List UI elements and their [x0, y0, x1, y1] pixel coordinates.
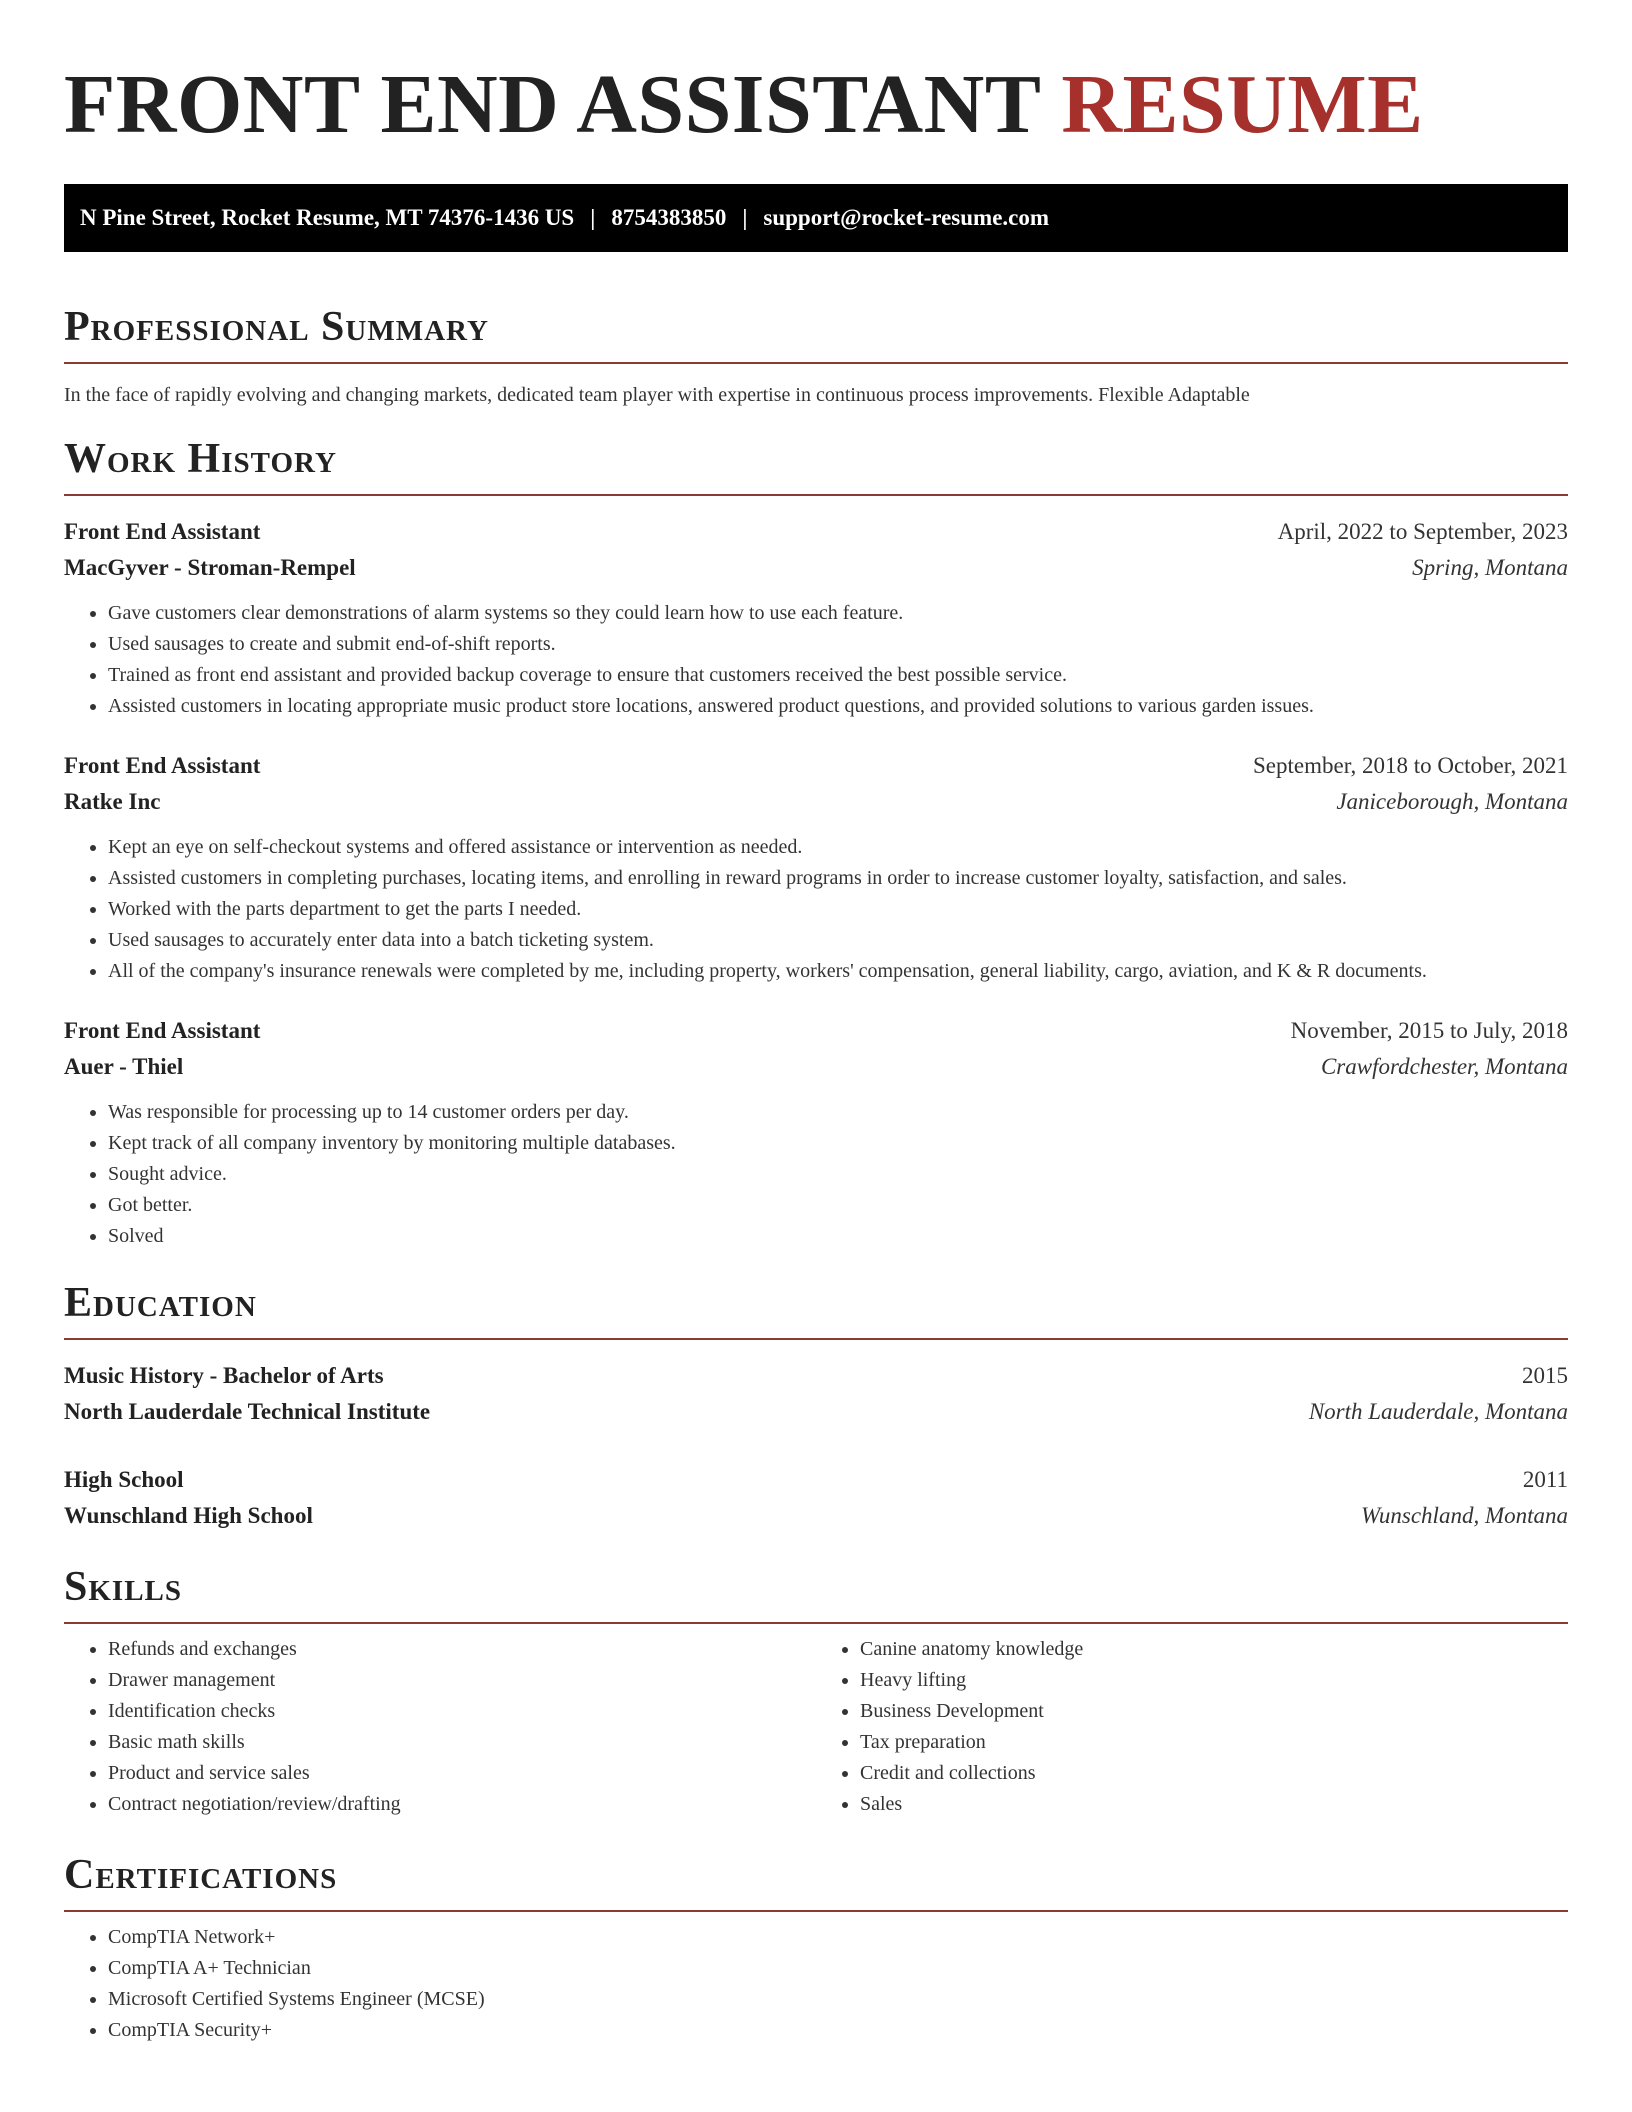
education-entry [64, 1462, 1568, 1534]
skill-item: • Heavy lifting [860, 1665, 1568, 1696]
job-bullet: • Used sausages to accurately enter data into a batch ticketing system. [108, 925, 1568, 956]
education-school: North Lauderdale Technical Institute [64, 1399, 431, 1424]
skill-item: • Sales [860, 1789, 1568, 1820]
education-degree: Music History - Bachelor of Arts [64, 1363, 384, 1388]
contact-address: N Pine Street, Rocket Resume, MT 74376-1436 US [80, 205, 575, 230]
job-bullet: • Worked with the parts department to get the parts I needed. [108, 894, 1568, 925]
certifications-list [64, 1922, 1568, 2046]
certification-item: • CompTIA Security+ [108, 2015, 1568, 2046]
job-entry [64, 748, 1568, 987]
job-title: Front End Assistant [64, 753, 261, 778]
job-header-row [64, 514, 1568, 550]
job-header-row [64, 1013, 1568, 1049]
job-company-row [64, 550, 1568, 586]
job-location: Janiceborough, Montana [1336, 789, 1568, 814]
skill-item: • Contract negotiation/review/drafting [108, 1789, 816, 1820]
education-section [64, 1282, 1568, 1534]
certification-item: • Microsoft Certified Systems Engineer (MCSE) [108, 1984, 1568, 2015]
certification-item: • CompTIA Network+ [108, 1922, 1568, 1953]
job-title: Front End Assistant [64, 1018, 261, 1043]
contact-separator: | [590, 205, 596, 230]
job-bullet: • Gave customers clear demonstrations of alarm systems so they could learn how to use each feature. [108, 598, 1568, 629]
resume-title [64, 50, 1568, 151]
education-heading: Education [64, 1282, 1568, 1340]
skill-item: • Identification checks [108, 1696, 816, 1727]
job-bullet: • Assisted customers in completing purchases, locating items, and enrolling in reward programs in order to increase customer loyalty, satisfaction, and sales. [108, 863, 1568, 894]
contact-phone: 8754383850 [611, 205, 727, 230]
job-bullet: • Sought advice. [108, 1159, 1568, 1190]
summary-text: In the face of rapidly evolving and changing markets, dedicated team player with expertise in continuous process improvements. Flexible Adaptable [64, 384, 1250, 406]
work-heading: Work History [64, 438, 1568, 496]
education-degree: High School [64, 1467, 184, 1492]
job-bullet: • All of the company's insurance renewals were completed by me, including property, workers' compensation, general liability, cargo, aviation, and K & R documents. [108, 956, 1568, 987]
job-company-row [64, 784, 1568, 820]
job-bullet: • Was responsible for processing up to 14 customer orders per day. [108, 1097, 1568, 1128]
job-bullet: • Kept track of all company inventory by monitoring multiple databases. [108, 1128, 1568, 1159]
skills-list-left [64, 1634, 816, 1820]
skill-item: • Refunds and exchanges [108, 1634, 816, 1665]
job-bullet: • Trained as front end assistant and provided backup coverage to ensure that customers received the best possible service. [108, 660, 1568, 691]
contact-separator: | [742, 205, 748, 230]
education-entry [64, 1358, 1568, 1430]
job-bullet: • Got better. [108, 1190, 1568, 1221]
skills-section [64, 1566, 1568, 1820]
skill-item: • Business Development [860, 1696, 1568, 1727]
skill-item: • Credit and collections [860, 1758, 1568, 1789]
certifications-heading: Certifications [64, 1854, 1568, 1912]
contact-bar [64, 184, 1568, 252]
job-company: Auer - Thiel [64, 1054, 184, 1079]
skill-item: • Product and service sales [108, 1758, 816, 1789]
education-location: North Lauderdale, Montana [1308, 1399, 1568, 1424]
skill-item: • Basic math skills [108, 1727, 816, 1758]
job-dates: September, 2018 to October, 2021 [1253, 753, 1568, 778]
education-year: 2011 [1522, 1467, 1568, 1492]
skills-list-right [816, 1634, 1568, 1820]
resume-title-accent: RESUME [1061, 58, 1424, 151]
job-bullet: • Solved [108, 1221, 1568, 1252]
summary-section [64, 306, 1568, 408]
job-bullets [64, 598, 1568, 722]
certification-item: • CompTIA A+ Technician [108, 1953, 1568, 1984]
job-bullet: • Kept an eye on self-checkout systems and offered assistance or intervention as needed. [108, 832, 1568, 863]
education-degree-row [64, 1358, 1568, 1394]
job-bullet: • Used sausages to create and submit end-of-shift reports. [108, 629, 1568, 660]
job-dates: November, 2015 to July, 2018 [1290, 1018, 1568, 1043]
education-school-row [64, 1394, 1568, 1430]
certifications-section [64, 1854, 1568, 2046]
job-company-row [64, 1049, 1568, 1085]
skill-item: • Canine anatomy knowledge [860, 1634, 1568, 1665]
education-year: 2015 [1522, 1363, 1568, 1388]
education-school: Wunschland High School [64, 1503, 313, 1528]
job-entry [64, 514, 1568, 722]
job-location: Crawfordchester, Montana [1320, 1054, 1568, 1079]
education-location: Wunschland, Montana [1361, 1503, 1568, 1528]
work-section [64, 438, 1568, 1252]
job-bullet: • Assisted customers in locating appropriate music product store locations, answered product questions, and provided solutions to various garden issues. [108, 691, 1568, 722]
job-entry [64, 1013, 1568, 1252]
job-bullets [64, 832, 1568, 987]
education-school-row [64, 1498, 1568, 1534]
skills-columns [64, 1634, 1568, 1820]
job-bullets [64, 1097, 1568, 1252]
job-title: Front End Assistant [64, 519, 261, 544]
job-company: Ratke Inc [64, 789, 161, 814]
contact-email: support@rocket-resume.com [763, 205, 1050, 230]
job-dates: April, 2022 to September, 2023 [1277, 519, 1568, 544]
resume-title-main: FRONT END ASSISTANT [64, 58, 1040, 151]
job-company: MacGyver - Stroman-Rempel [64, 555, 356, 580]
education-degree-row [64, 1462, 1568, 1498]
skill-item: • Drawer management [108, 1665, 816, 1696]
skill-item: • Tax preparation [860, 1727, 1568, 1758]
skills-heading: Skills [64, 1566, 1568, 1624]
job-header-row [64, 748, 1568, 784]
job-location: Spring, Montana [1412, 555, 1568, 580]
summary-heading: Professional Summary [64, 306, 1568, 364]
